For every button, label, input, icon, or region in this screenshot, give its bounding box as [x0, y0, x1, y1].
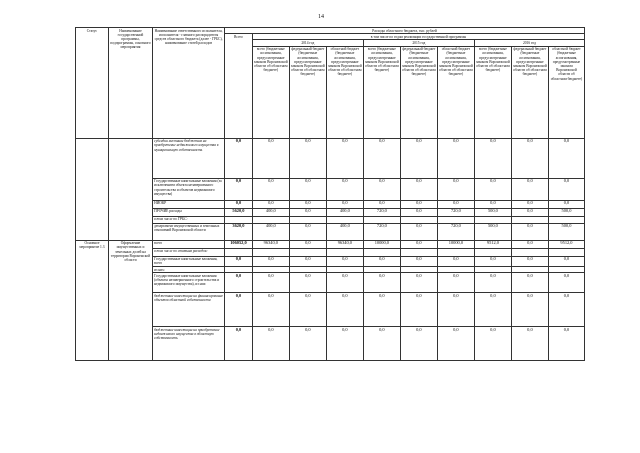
value-cell: 9512,0 — [548, 240, 584, 248]
header-federal-2015: федеральный бюджет (бюджетные ассигнования, предусмотренные законом Воронежской области об областном бюджете) — [400, 46, 437, 138]
value-cell: 400,0 — [252, 208, 289, 216]
value-cell — [225, 248, 253, 256]
header-all-2016: всего (бюджетные ассигнования, предусмотренные законом Воронежской области об областном бюджете) — [474, 46, 511, 138]
measure-section — [76, 240, 585, 361]
table-row — [76, 240, 585, 248]
row-label: НИОКР — [153, 200, 225, 208]
value-cell: 0,0 — [474, 273, 511, 293]
header-2015: 2015 год — [363, 40, 474, 46]
value-cell: 400,0 — [326, 223, 363, 240]
table-row — [76, 248, 585, 256]
value-cell — [252, 216, 289, 223]
value-cell — [252, 248, 289, 256]
value-cell: 0,0 — [400, 138, 437, 178]
value-cell: 0,0 — [511, 293, 548, 327]
value-cell: 0,0 — [252, 293, 289, 327]
value-cell: 106052,0 — [225, 240, 253, 248]
value-cell: 0,0 — [548, 138, 584, 178]
row-label: бюджетные инвестиции на финансирование объектов областной собственности — [153, 293, 225, 327]
value-cell: 0,0 — [225, 273, 253, 293]
value-cell: 0,0 — [400, 240, 437, 248]
value-cell: 0,0 — [363, 256, 400, 266]
table-row — [76, 200, 585, 208]
row-label: департамент имущественных и земельных отношений Воронежской области — [153, 223, 225, 240]
value-cell: 0,0 — [326, 178, 363, 200]
value-cell: 0,0 — [437, 256, 474, 266]
value-cell: 0,0 — [289, 208, 326, 216]
value-cell: 0,0 — [437, 293, 474, 327]
value-cell: 500,0 — [548, 223, 584, 240]
value-cell — [437, 248, 474, 256]
value-cell: 0,0 — [400, 178, 437, 200]
value-cell: 0,0 — [363, 138, 400, 178]
header-program: Наименование государственной программы, подпрограммы, основного мероприятия — [108, 28, 152, 139]
table-row — [76, 273, 585, 293]
value-cell: 0,0 — [400, 208, 437, 216]
value-cell: 400,0 — [326, 208, 363, 216]
value-cell — [548, 248, 584, 256]
value-cell: 9512,0 — [474, 240, 511, 248]
row-label: всего — [153, 240, 225, 248]
value-cell: 500,0 — [548, 208, 584, 216]
row-label: Государственные капитальные вложения, всего — [153, 256, 225, 266]
value-cell: 0,0 — [511, 200, 548, 208]
value-cell: 0,0 — [225, 200, 253, 208]
value-cell: 0,0 — [289, 273, 326, 293]
budget-table — [75, 27, 585, 361]
status-cell — [76, 138, 109, 240]
value-cell: 0,0 — [252, 327, 289, 361]
value-cell: 0,0 — [400, 200, 437, 208]
value-cell: 500,0 — [474, 208, 511, 216]
value-cell: 0,0 — [252, 200, 289, 208]
value-cell: 0,0 — [474, 327, 511, 361]
table-row — [76, 223, 585, 240]
value-cell: 0,0 — [400, 327, 437, 361]
row-label: Государственные капитальные вложения (за исключением объекта незавершенного строительства и объектов недвижимого имущества) — [153, 178, 225, 200]
page-number: 14 — [318, 14, 324, 20]
value-cell — [511, 216, 548, 223]
value-cell: 0,0 — [289, 223, 326, 240]
value-cell: 0,0 — [252, 273, 289, 293]
table-row — [76, 327, 585, 361]
value-cell: 0,0 — [326, 200, 363, 208]
header-2014: 2014 год — [252, 40, 363, 46]
row-label: из них: — [153, 267, 225, 273]
value-cell: 0,0 — [252, 178, 289, 200]
header-federal-2016: федеральный бюджет (бюджетные ассигнования, предусмотренные законом Воронежской области об областном бюджете) — [511, 46, 548, 138]
value-cell: 0,0 — [289, 256, 326, 266]
value-cell: 0,0 — [548, 178, 584, 200]
value-cell: 0,0 — [400, 223, 437, 240]
value-cell: 0,0 — [400, 293, 437, 327]
value-cell: 0,0 — [225, 178, 253, 200]
value-cell: 0,0 — [511, 273, 548, 293]
value-cell: 720,0 — [363, 223, 400, 240]
top-section — [76, 138, 585, 240]
value-cell: 720,0 — [437, 223, 474, 240]
value-cell: 0,0 — [511, 240, 548, 248]
value-cell: 500,0 — [474, 223, 511, 240]
measure-status: Основное мероприятие 1.3 — [76, 240, 109, 361]
table-row — [76, 208, 585, 216]
value-cell: 0,0 — [548, 200, 584, 208]
value-cell: 0,0 — [511, 256, 548, 266]
value-cell: 720,0 — [363, 208, 400, 216]
value-cell — [511, 248, 548, 256]
value-cell — [474, 216, 511, 223]
value-cell — [289, 248, 326, 256]
value-cell — [400, 248, 437, 256]
value-cell: 0,0 — [437, 273, 474, 293]
header-regional-2015: областной бюджет (бюджетные ассигнования, предусмотренные законом Воронежской области об областном бюджете) — [437, 46, 474, 138]
value-cell: 0,0 — [363, 178, 400, 200]
value-cell: 5620,0 — [225, 208, 253, 216]
value-cell: 0,0 — [548, 273, 584, 293]
value-cell: 0,0 — [474, 138, 511, 178]
value-cell: 10000,0 — [363, 240, 400, 248]
value-cell: 0,0 — [225, 327, 253, 361]
value-cell: 0,0 — [437, 178, 474, 200]
value-cell: 0,0 — [474, 200, 511, 208]
measure-name: Оформление имущественных и земельных долей на территории Воронежской области — [108, 240, 152, 361]
value-cell: 0,0 — [400, 273, 437, 293]
value-cell: 0,0 — [225, 138, 253, 178]
value-cell: 0,0 — [326, 273, 363, 293]
value-cell: 0,0 — [289, 240, 326, 248]
row-label: Государственные капитальные вложения (объекты незавершенного строительства и недвижимого имущества), из них: — [153, 273, 225, 293]
header-federal-2014: федеральный бюджет (бюджетные ассигнования, предусмотренные законом Воронежской области об областном бюджете) — [289, 46, 326, 138]
header-all-2014: всего (бюджетные ассигнования, предусмотренные законом Воронежской области об областном бюджете) — [252, 46, 289, 138]
value-cell: 0,0 — [437, 200, 474, 208]
table-row — [76, 256, 585, 266]
value-cell: 0,0 — [289, 200, 326, 208]
header-expenses: Расходы областного бюджета, тыс. рублей — [225, 28, 585, 34]
value-cell: 0,0 — [511, 327, 548, 361]
value-cell: 10000,0 — [437, 240, 474, 248]
header-regional-2014: областной бюджет (бюджетные ассигнования, предусмотренные законом Воронежской области об областном бюджете) — [326, 46, 363, 138]
value-cell: 720,0 — [437, 208, 474, 216]
value-cell: 0,0 — [363, 293, 400, 327]
header-regional-2016: областной бюджет (бюджетные ассигнования, предусмотренные законом Воронежской области об областном бюджете) — [548, 46, 584, 138]
header-incl-years: в том числе по годам реализации государственной программы — [252, 34, 584, 40]
value-cell: 0,0 — [363, 327, 400, 361]
value-cell: 0,0 — [474, 256, 511, 266]
value-cell — [437, 216, 474, 223]
header-2016: 2016 год — [474, 40, 584, 46]
value-cell — [548, 216, 584, 223]
value-cell: 0,0 — [326, 256, 363, 266]
value-cell: 400,0 — [252, 223, 289, 240]
value-cell: 0,0 — [326, 327, 363, 361]
header-all-2015: всего (бюджетные ассигнования, предусмотренные законом Воронежской области об областном бюджете) — [363, 46, 400, 138]
value-cell: 0,0 — [511, 223, 548, 240]
value-cell — [400, 216, 437, 223]
header-executor: Наименование ответственного исполнителя, исполнителя - главного распорядителя средств областного бюджета (далее - ГРБС), наименование статей расходов — [153, 28, 225, 139]
row-label: в том числе по ГРБС: — [153, 216, 225, 223]
value-cell: 0,0 — [289, 293, 326, 327]
value-cell: 0,0 — [474, 178, 511, 200]
row-label: ПРОЧИЕ расходы — [153, 208, 225, 216]
value-cell: 0,0 — [548, 327, 584, 361]
header-total: Всего — [225, 34, 253, 138]
value-cell: 0,0 — [548, 293, 584, 327]
table-row — [76, 138, 585, 178]
row-label: бюджетные инвестиции на приобретение недвижимого имущества в областную собственность — [153, 327, 225, 361]
value-cell: 0,0 — [363, 200, 400, 208]
value-cell — [289, 216, 326, 223]
row-label: субсидии местным бюджетам на приобретение недвижимого имущества в муниципальную собственность — [153, 138, 225, 178]
value-cell: 96340,0 — [252, 240, 289, 248]
value-cell: 0,0 — [400, 256, 437, 266]
value-cell: 0,0 — [252, 256, 289, 266]
value-cell: 0,0 — [363, 273, 400, 293]
table-row — [76, 178, 585, 200]
value-cell: 3620,0 — [225, 223, 253, 240]
value-cell — [326, 248, 363, 256]
value-cell: 0,0 — [225, 293, 253, 327]
value-cell: 0,0 — [548, 256, 584, 266]
value-cell: 0,0 — [225, 256, 253, 266]
row-label: в том числе по статьям расходов: — [153, 248, 225, 256]
table-row — [76, 293, 585, 327]
table-row — [76, 216, 585, 223]
value-cell — [326, 216, 363, 223]
value-cell: 0,0 — [511, 208, 548, 216]
value-cell: 0,0 — [289, 178, 326, 200]
value-cell: 0,0 — [437, 138, 474, 178]
value-cell — [363, 216, 400, 223]
value-cell — [363, 248, 400, 256]
value-cell — [474, 248, 511, 256]
program-cell — [108, 138, 152, 240]
value-cell: 0,0 — [289, 138, 326, 178]
header-status: Статус — [76, 28, 109, 139]
value-cell: 0,0 — [326, 138, 363, 178]
value-cell: 96340,0 — [326, 240, 363, 248]
value-cell: 0,0 — [437, 327, 474, 361]
value-cell: 0,0 — [474, 293, 511, 327]
value-cell: 0,0 — [252, 138, 289, 178]
value-cell: 0,0 — [511, 178, 548, 200]
value-cell: 0,0 — [326, 293, 363, 327]
value-cell — [225, 216, 253, 223]
value-cell: 0,0 — [289, 327, 326, 361]
value-cell: 0,0 — [511, 138, 548, 178]
